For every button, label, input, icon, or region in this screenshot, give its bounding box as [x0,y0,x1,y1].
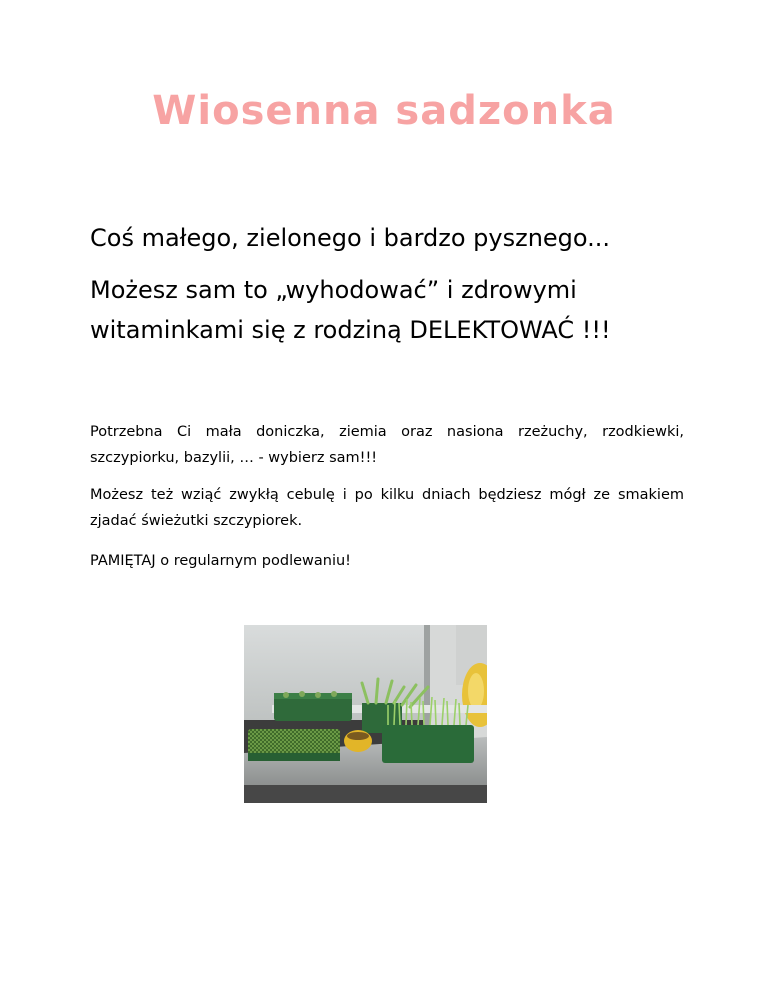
paragraph-watering: PAMIĘTAJ o regularnym podlewaniu! [90,553,351,569]
page-title: Wiosenna sadzonka [152,88,616,134]
lead-line-1: Coś małego, zielonego i bardzo pysznego... [90,224,611,252]
lead-line-2: Możesz sam to „wyhodować” i zdrowymi witaminkami się z rodziną DELEKTOWAĆ !!! [90,276,611,344]
seedlings-photo [244,625,487,803]
paragraph-onion: Możesz też wziąć zwykłą cebulę i po kilku dniach będziesz mógł ze smakiem zjadać świeżutki szczypiorek. [90,487,684,529]
seedlings-illustration [244,625,487,803]
paragraph-materials: Potrzebna Ci mała doniczka, ziemia oraz nasiona rzeżuchy, rzodkiewki, szczypiorku, bazylii, … - wybierz sam!!! [90,424,684,466]
